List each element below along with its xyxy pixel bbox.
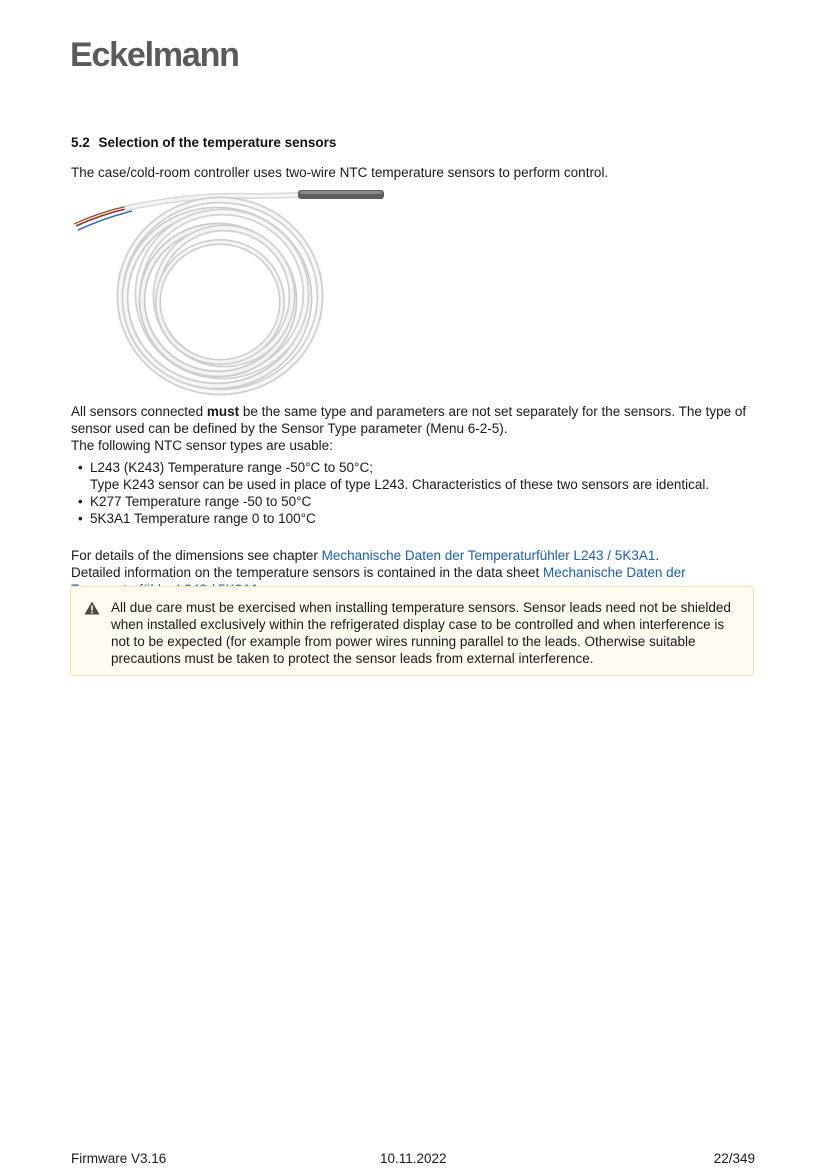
body-text-part: be the same type and parameters are not set separately for the sensors. The type of sensor used can be defined by the Sensor Type parameter (Menu 6-2-5). [71,404,747,436]
warning-notice-text: All due care must be exercised when installing temperature sensors. Sensor leads need not be shielded when installed exclusively within the refrigerated display case to be controlled and when interference is not to be expected (for example from power wires running parallel to the leads. Otherwise suitable precautions must be taken to protect the sensor leads from external interference. [111,600,731,666]
list-item [78,459,709,493]
usable-types-intro: The following NTC sensor types are usable: [71,438,333,453]
reference-text: Detailed information on the temperature sensors is contained in the data sheet [71,565,544,580]
bullet: • [78,460,83,475]
mechanical-data-chapter-link[interactable]: Mechanische Daten der Temperaturfühler L243 / 5K3A1 [321,548,656,563]
mechanical-data-sheet-link[interactable]: Mechanische Daten der [543,565,686,580]
list-item-text: K277 Temperature range -50 to 50°C [90,494,312,509]
eckelmann-logo: Eckelmann [70,36,239,74]
section-title: Selection of the temperature sensors [98,135,337,150]
must-emphasis: must [206,404,240,419]
list-item [78,493,709,510]
list-item-text: L243 (K243) Temperature range -50°C to 50°C; [90,460,373,475]
list-item-subtext: Type K243 sensor can be used in place of type L243. Characteristics of these two sensors are identical. [90,477,710,492]
footer-firmware: Firmware V3.16 [71,1151,167,1166]
bullet: • [78,494,83,509]
list-item [78,510,709,527]
sensor-requirements-paragraph [71,403,761,454]
sensor-type-list [78,459,709,527]
list-item-text: 5K3A1 Temperature range 0 to 100°C [90,511,316,526]
reference-text: . [655,548,660,563]
intro-paragraph: The case/cold-room controller uses two-wire NTC temperature sensors to perform control. [71,165,609,180]
warning-triangle-icon [84,601,100,615]
footer-date: 10.11.2022 [380,1151,447,1166]
section-heading [71,135,336,150]
warning-notice [70,586,754,676]
footer-page-number: 22/349 [713,1151,755,1166]
bullet: • [78,511,83,526]
section-number: 5.2 [71,135,90,150]
body-text-part: All sensors connected [71,404,207,419]
temperature-sensor-cable-photo [72,186,390,396]
reference-text: For details of the dimensions see chapter [71,548,322,563]
